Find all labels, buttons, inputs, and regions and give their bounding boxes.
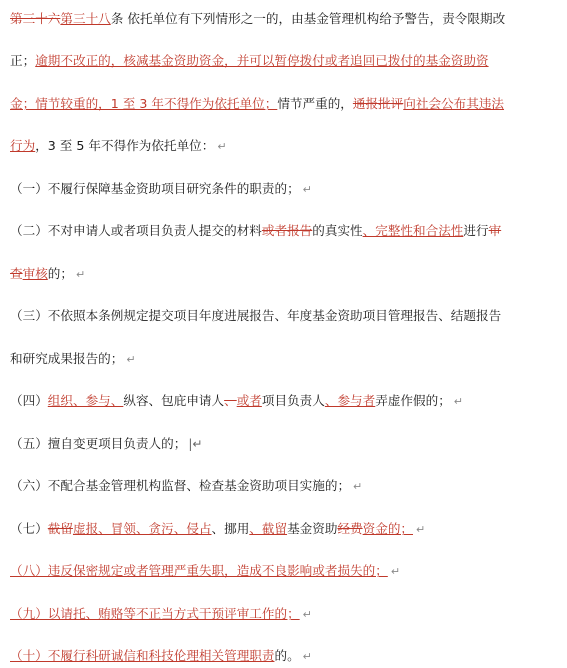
inserted-text: （十）不履行科研诚信和科技伦理相关管理职责 bbox=[10, 648, 275, 663]
inserted-text: 行为 bbox=[10, 138, 36, 153]
inserted-text: 向社会公布其违法 bbox=[403, 96, 505, 111]
body-text: 条 依托单位有下列情形之一的，由基金管理机构给予警告，责令限期改 bbox=[110, 11, 506, 26]
paragraph-mark-icon: ↵ bbox=[416, 523, 426, 536]
body-text: ，3 至 5 年不得作为依托单位： bbox=[35, 138, 215, 153]
item-9 bbox=[10, 606, 312, 623]
article-intro-line-3 bbox=[10, 96, 504, 112]
inserted-text: 、截留 bbox=[249, 521, 288, 536]
body-text: 的； bbox=[47, 266, 73, 281]
deleted-text: 、 bbox=[224, 393, 237, 408]
body-text: 和研究成果报告的； bbox=[10, 351, 124, 366]
item-10 bbox=[10, 648, 312, 665]
body-text: 情节严重的， bbox=[277, 96, 353, 111]
item-7 bbox=[10, 521, 425, 538]
paragraph-mark-icon: ↵ bbox=[75, 268, 86, 281]
inserted-text: 、参与者 bbox=[324, 393, 376, 408]
body-text: 纵容、包庇申请人 bbox=[123, 393, 225, 408]
item-2-line-2 bbox=[10, 266, 85, 283]
inserted-text: （九）以请托、贿赂等不正当方式干预评审工作的； bbox=[10, 606, 300, 621]
item-2-line-1 bbox=[10, 223, 501, 239]
inserted-text: 审核 bbox=[22, 266, 48, 281]
paragraph-mark-icon: ↵ bbox=[302, 608, 312, 621]
inserted-text: 资金的； bbox=[362, 521, 413, 536]
item-6 bbox=[10, 478, 362, 495]
deleted-text: 或者报告 bbox=[261, 223, 313, 238]
deleted-text: 经费 bbox=[337, 521, 363, 536]
body-text: 的真实性 bbox=[312, 223, 363, 238]
deleted-text: 通报批评 bbox=[352, 96, 404, 111]
item-3-line-2 bbox=[10, 351, 136, 368]
body-text: （四） bbox=[10, 393, 48, 408]
inserted-text: 、完整性和合法性 bbox=[362, 223, 464, 238]
article-intro-line-1 bbox=[10, 11, 505, 27]
paragraph-mark-icon: ↵ bbox=[390, 565, 401, 578]
paragraph-mark-icon: ↵ bbox=[353, 480, 363, 493]
inserted-text: 虚报、冒领、贪污、侵占 bbox=[72, 521, 212, 536]
body-text: 弄虚作假的； bbox=[375, 393, 451, 408]
body-text: 正； bbox=[10, 53, 36, 68]
body-text: 、挪用 bbox=[211, 521, 250, 536]
paragraph-mark-icon: ↵ bbox=[126, 353, 136, 366]
body-text: 进行 bbox=[463, 223, 489, 238]
article-intro-line-2 bbox=[10, 53, 489, 69]
paragraph-mark-icon: ↵ bbox=[302, 183, 312, 196]
body-text: 基金资助 bbox=[287, 521, 338, 536]
inserted-text: 第三十八 bbox=[60, 11, 111, 26]
body-text: （二）不对申请人或者项目负责人提交的材料 bbox=[10, 223, 262, 238]
inserted-text: 或者 bbox=[236, 393, 262, 408]
article-intro-line-4 bbox=[10, 138, 227, 155]
item-3-line-1 bbox=[10, 308, 501, 324]
text-cursor-icon: |↵ bbox=[188, 437, 203, 451]
paragraph-mark-icon: ↵ bbox=[302, 650, 312, 663]
paragraph-mark-icon: ↵ bbox=[453, 395, 463, 408]
paragraph-mark-icon: ↵ bbox=[217, 140, 227, 153]
inserted-text: （八）违反保密规定或者管理严重失职，造成不良影响或者损失的； bbox=[10, 563, 388, 578]
item-5 bbox=[10, 436, 202, 452]
body-text: （三）不依照本条例规定提交项目年度进展报告、年度基金资助项目管理报告、结题报告 bbox=[10, 308, 502, 323]
body-text: 的。 bbox=[274, 648, 300, 663]
item-1 bbox=[10, 181, 312, 198]
item-4 bbox=[10, 393, 463, 410]
inserted-text: 金；情节较重的，1 至 3 年不得作为依托单位； bbox=[10, 96, 278, 111]
body-text: （六）不配合基金管理机构监督、检查基金资助项目实施的； bbox=[10, 478, 351, 493]
deleted-text: 查 bbox=[10, 266, 23, 281]
deleted-text: 审 bbox=[488, 223, 502, 238]
inserted-text: 逾期不改正的，核减基金资助资金，并可以暂停拨付或者追回已拨付的基金资助资 bbox=[35, 53, 489, 68]
deleted-text: 第三十六 bbox=[10, 11, 61, 26]
inserted-text: 组织、参与、 bbox=[47, 393, 124, 408]
body-text: （一）不履行保障基金资助项目研究条件的职责的； bbox=[10, 181, 300, 196]
deleted-text: 截留 bbox=[47, 521, 73, 536]
item-8 bbox=[10, 563, 400, 580]
body-text: （五）擅自变更项目负责人的； bbox=[10, 436, 187, 451]
body-text: （七） bbox=[10, 521, 48, 536]
body-text: 项目负责人 bbox=[261, 393, 325, 408]
